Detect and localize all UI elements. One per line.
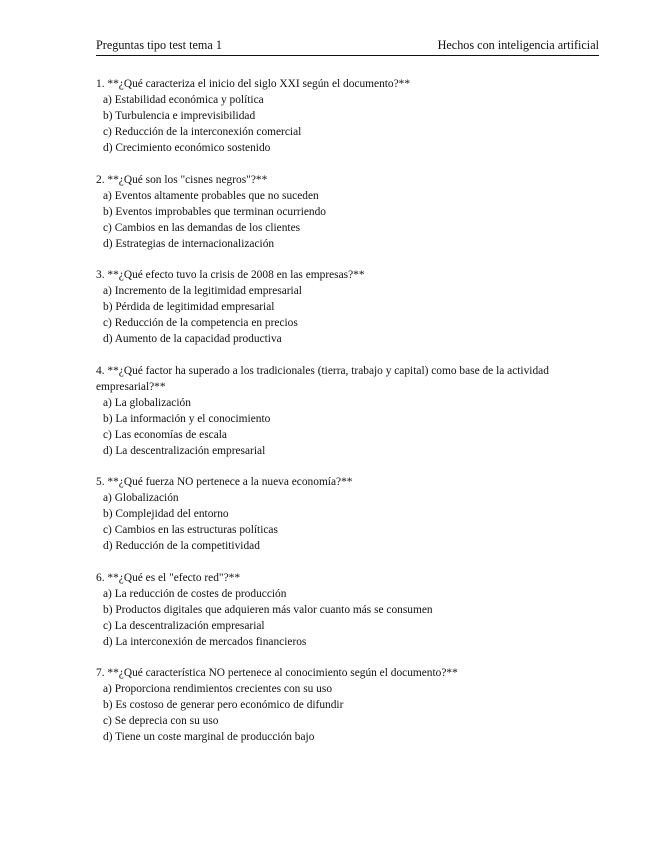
option-b: b) Eventos improbables que terminan ocurriendo — [103, 205, 327, 218]
option-c: c) Las economías de escala — [103, 428, 227, 441]
page-header — [96, 38, 599, 54]
option-c: c) Reducción de la competencia en precios — [103, 317, 298, 329]
question-text: 6. **¿Qué es el "efecto red"?** — [96, 571, 241, 584]
question-text: 1. **¿Qué caracteriza el inicio del siglo XXI según el documento?** — [96, 78, 411, 90]
header-title-left: Preguntas tipo test tema 1 — [96, 38, 222, 52]
option-c: c) Cambios en las estructuras políticas — [103, 524, 278, 536]
question-list — [96, 76, 599, 761]
option-c: c) Cambios en las demandas de los clientes — [103, 221, 301, 234]
option-b: b) Complejidad del entorno — [103, 508, 229, 520]
question-4 — [96, 363, 599, 459]
option-a: a) Incremento de la legitimidad empresarial — [103, 285, 302, 297]
option-c: c) Reducción de la interconexión comercial — [103, 126, 302, 138]
question-2 — [96, 172, 599, 252]
option-d: d) Estrategias de internacionalización — [103, 237, 275, 250]
question-7 — [96, 665, 599, 745]
question-text: 2. **¿Qué son los "cisnes negros"?** — [96, 173, 268, 186]
option-d: d) Tiene un coste marginal de producción bajo — [103, 731, 315, 743]
question-text: 4. **¿Qué factor ha superado a los tradicionales (tierra, trabajo y capital) como base de la actividad empresarial?** — [96, 364, 549, 393]
option-b: b) Es costoso de generar pero económico de difundir — [103, 699, 344, 711]
option-a: a) Proporciona rendimientos crecientes con su uso — [103, 683, 333, 695]
question-text: 5. **¿Qué fuerza NO pertenece a la nueva economía?** — [96, 476, 353, 488]
option-c: c) La descentralización empresarial — [103, 619, 265, 632]
option-d: d) Crecimiento económico sostenido — [103, 142, 271, 154]
header-title-right: Hechos con inteligencia artificial — [437, 38, 599, 52]
question-5 — [96, 474, 599, 554]
option-b: b) Turbulencia e imprevisibilidad — [103, 110, 256, 122]
option-a: a) Globalización — [103, 492, 179, 504]
option-c: c) Se deprecia con su uso — [103, 715, 219, 727]
option-d: d) Aumento de la capacidad productiva — [103, 333, 282, 345]
option-b: b) La información y el conocimiento — [103, 412, 271, 425]
option-a: a) Estabilidad económica y política — [103, 94, 264, 106]
question-3 — [96, 267, 599, 347]
question-1 — [96, 76, 599, 156]
option-a: a) La reducción de costes de producción — [103, 587, 287, 600]
option-b: b) Productos digitales que adquieren más valor cuanto más se consumen — [103, 603, 433, 616]
option-d: d) Reducción de la competitividad — [103, 540, 260, 552]
option-d: d) La interconexión de mercados financieros — [103, 635, 307, 648]
option-d: d) La descentralización empresarial — [103, 444, 266, 457]
header-divider — [96, 55, 599, 56]
question-text: 7. **¿Qué característica NO pertenece al conocimiento según el documento?** — [96, 667, 458, 679]
question-text: 3. **¿Qué efecto tuvo la crisis de 2008 en las empresas?** — [96, 269, 365, 281]
option-a: a) Eventos altamente probables que no suceden — [103, 189, 319, 202]
option-a: a) La globalización — [103, 396, 191, 409]
option-b: b) Pérdida de legitimidad empresarial — [103, 301, 275, 313]
question-6 — [96, 570, 599, 650]
